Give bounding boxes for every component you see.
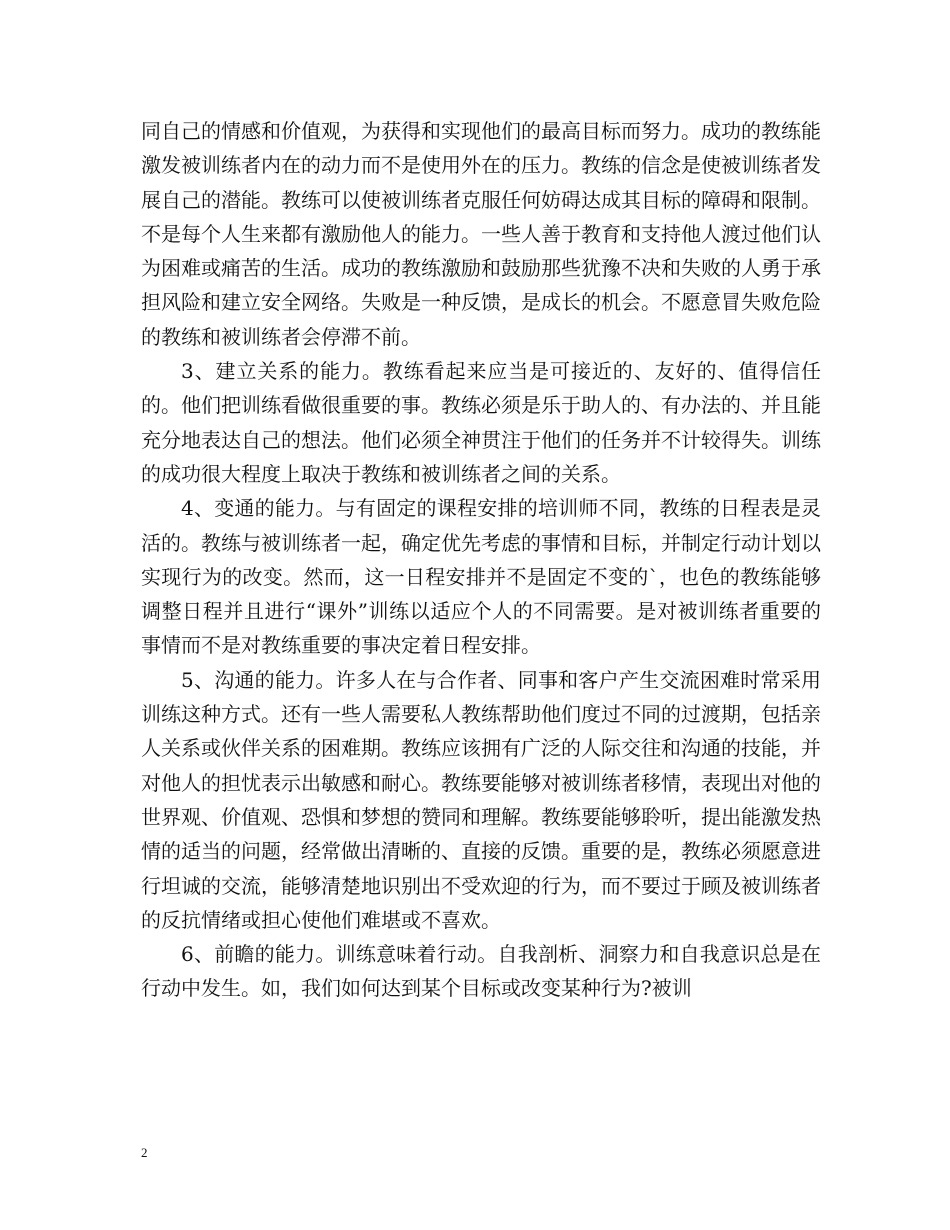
- paragraph-communication-ability: 5、沟通的能力。许多人在与合作者、同事和客户产生交流困难时常采用训练这种方式。还有一些人需要私人教练帮助他们度过不同的过渡期，包括亲人关系或伙伴关系的困难期。教练应该拥有广泛的人际交往和沟通的技能，并对他人的担忧表示出敏感和耐心。教练要能够对被训练者移情，表现出对他的世界观、价值观、恐惧和梦想的赞同和理解。教练要能够聆听，提出能激发热情的适当的问题，经常做出清晰的、直接的反馈。重要的是，教练必须愿意进行坦诚的交流，能够清楚地识别出不受欢迎的行为，而不要过于顾及被训练者的反抗情绪或担心使他们难堪或不喜欢。: [141, 667, 821, 932]
- document-body: [141, 114, 821, 1006]
- paragraph-flexibility-ability: 4、变通的能力。与有固定的课程安排的培训师不同，教练的日程表是灵活的。教练与被训练者一起，确定优先考虑的事情和目标，并制定行动计划以实现行为的改变。然而，这一日程安排并不是固定不变的`，也色的教练能够调整日程并且进行“课外”训练以适应个人的不同需要。是对被训练者重要的事情而不是对教练重要的事决定着日程安排。: [141, 496, 821, 658]
- paragraph-motivation-continued: 同自己的情感和价值观，为获得和实现他们的最高目标而努力。成功的教练能激发被训练者内在的动力而不是使用外在的压力。教练的信念是使被训练者发展自己的潜能。教练可以使被训练者克服任何妨碍达成其目标的障碍和限制。不是每个人生来都有激励他人的能力。一些人善于教育和支持他人渡过他们认为困难或痛苦的生活。成功的教练激励和鼓励那些犹豫不决和失败的人勇于承担风险和建立安全网络。失败是一种反馈，是成长的机会。不愿意冒失败危险的教练和被训练者会停滞不前。: [141, 119, 821, 349]
- page-number: 2: [141, 1145, 148, 1160]
- paragraph-foresight-ability: 6、前瞻的能力。训练意味着行动。自我剖析、洞察力和自我意识总是在行动中发生。如，我们如何达到某个目标或改变某种行为?被训: [141, 942, 821, 1001]
- paragraph-relationship-ability: 3、建立关系的能力。教练看起来应当是可接近的、友好的、值得信任的。他们把训练看做很重要的事。教练必须是乐于助人的、有办法的、并且能充分地表达自己的想法。他们必须全神贯注于他们的任务并不计较得失。训练的成功很大程度上取决于教练和被训练者之间的关系。: [141, 359, 821, 486]
